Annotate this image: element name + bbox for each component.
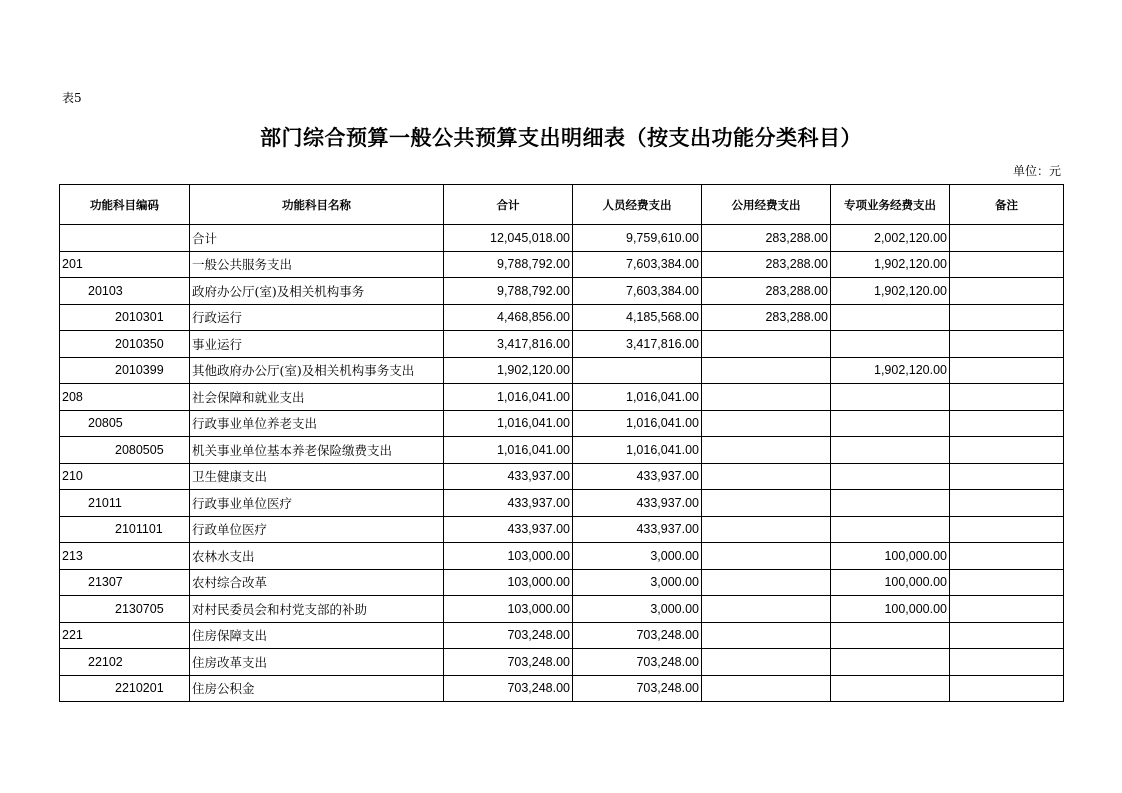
table-row <box>60 331 1064 358</box>
cell-code: 201 <box>60 251 190 278</box>
table-row <box>60 278 1064 305</box>
cell-special: 1,902,120.00 <box>831 251 950 278</box>
cell-total: 9,788,792.00 <box>444 251 573 278</box>
header-special: 专项业务经费支出 <box>831 185 950 225</box>
cell-name: 机关事业单位基本养老保险缴费支出 <box>190 437 444 464</box>
cell-name: 农村综合改革 <box>190 569 444 596</box>
cell-name: 行政事业单位养老支出 <box>190 410 444 437</box>
cell-remark <box>950 649 1064 676</box>
cell-public: 283,288.00 <box>702 304 831 331</box>
cell-total: 703,248.00 <box>444 675 573 702</box>
header-total: 合计 <box>444 185 573 225</box>
cell-remark <box>950 225 1064 252</box>
cell-public <box>702 569 831 596</box>
cell-personnel: 433,937.00 <box>573 463 702 490</box>
cell-personnel: 703,248.00 <box>573 675 702 702</box>
cell-personnel <box>573 357 702 384</box>
table-row <box>60 410 1064 437</box>
cell-total: 703,248.00 <box>444 622 573 649</box>
cell-special <box>831 649 950 676</box>
cell-total: 433,937.00 <box>444 463 573 490</box>
cell-special <box>831 384 950 411</box>
cell-name: 卫生健康支出 <box>190 463 444 490</box>
cell-remark <box>950 357 1064 384</box>
cell-name: 住房公积金 <box>190 675 444 702</box>
cell-public <box>702 384 831 411</box>
cell-total: 9,788,792.00 <box>444 278 573 305</box>
cell-name: 住房保障支出 <box>190 622 444 649</box>
cell-special <box>831 516 950 543</box>
cell-name: 农林水支出 <box>190 543 444 570</box>
table-row <box>60 304 1064 331</box>
cell-total: 1,016,041.00 <box>444 410 573 437</box>
cell-special <box>831 675 950 702</box>
header-name: 功能科目名称 <box>190 185 444 225</box>
cell-public <box>702 331 831 358</box>
cell-code: 213 <box>60 543 190 570</box>
cell-code: 21011 <box>60 490 190 517</box>
header-code: 功能科目编码 <box>60 185 190 225</box>
cell-code: 2010399 <box>60 357 190 384</box>
cell-total: 103,000.00 <box>444 569 573 596</box>
cell-remark <box>950 463 1064 490</box>
cell-remark <box>950 251 1064 278</box>
cell-code: 2101101 <box>60 516 190 543</box>
table-body <box>60 225 1064 702</box>
cell-special: 2,002,120.00 <box>831 225 950 252</box>
cell-total: 433,937.00 <box>444 516 573 543</box>
cell-public <box>702 675 831 702</box>
table-row <box>60 357 1064 384</box>
expenditure-detail-table <box>59 184 1064 702</box>
cell-public <box>702 490 831 517</box>
cell-name: 政府办公厅(室)及相关机构事务 <box>190 278 444 305</box>
cell-remark <box>950 410 1064 437</box>
cell-total: 703,248.00 <box>444 649 573 676</box>
cell-special <box>831 437 950 464</box>
cell-name: 合计 <box>190 225 444 252</box>
cell-personnel: 7,603,384.00 <box>573 278 702 305</box>
cell-remark <box>950 596 1064 623</box>
cell-special: 100,000.00 <box>831 543 950 570</box>
table-header-row <box>60 185 1064 225</box>
cell-code: 21307 <box>60 569 190 596</box>
cell-remark <box>950 516 1064 543</box>
cell-personnel: 9,759,610.00 <box>573 225 702 252</box>
cell-code: 20805 <box>60 410 190 437</box>
table-row <box>60 543 1064 570</box>
cell-personnel: 1,016,041.00 <box>573 384 702 411</box>
cell-personnel: 433,937.00 <box>573 490 702 517</box>
table-row <box>60 596 1064 623</box>
document-title: 部门综合预算一般公共预算支出明细表（按支出功能分类科目） <box>260 125 862 150</box>
cell-remark <box>950 278 1064 305</box>
cell-personnel: 703,248.00 <box>573 649 702 676</box>
cell-public <box>702 410 831 437</box>
cell-name: 行政运行 <box>190 304 444 331</box>
cell-code: 22102 <box>60 649 190 676</box>
table-row <box>60 437 1064 464</box>
cell-name: 社会保障和就业支出 <box>190 384 444 411</box>
cell-public <box>702 622 831 649</box>
cell-remark <box>950 331 1064 358</box>
cell-public <box>702 649 831 676</box>
cell-remark <box>950 622 1064 649</box>
cell-total: 12,045,018.00 <box>444 225 573 252</box>
cell-name: 住房改革支出 <box>190 649 444 676</box>
cell-special <box>831 331 950 358</box>
cell-code: 2080505 <box>60 437 190 464</box>
table-number-label: 表5 <box>62 91 82 105</box>
cell-public <box>702 596 831 623</box>
cell-name: 一般公共服务支出 <box>190 251 444 278</box>
cell-remark <box>950 490 1064 517</box>
cell-total: 4,468,856.00 <box>444 304 573 331</box>
cell-total: 1,016,041.00 <box>444 384 573 411</box>
cell-special <box>831 410 950 437</box>
header-personnel: 人员经费支出 <box>573 185 702 225</box>
cell-code: 2010350 <box>60 331 190 358</box>
cell-public <box>702 463 831 490</box>
table-row <box>60 569 1064 596</box>
cell-name: 对村民委员会和村党支部的补助 <box>190 596 444 623</box>
cell-personnel: 3,417,816.00 <box>573 331 702 358</box>
table-row <box>60 251 1064 278</box>
cell-name: 事业运行 <box>190 331 444 358</box>
cell-code: 2210201 <box>60 675 190 702</box>
cell-code: 221 <box>60 622 190 649</box>
cell-personnel: 3,000.00 <box>573 543 702 570</box>
cell-total: 103,000.00 <box>444 596 573 623</box>
cell-remark <box>950 304 1064 331</box>
cell-total: 1,902,120.00 <box>444 357 573 384</box>
cell-name: 行政单位医疗 <box>190 516 444 543</box>
cell-remark <box>950 543 1064 570</box>
cell-code: 2010301 <box>60 304 190 331</box>
cell-code: 208 <box>60 384 190 411</box>
cell-code <box>60 225 190 252</box>
cell-name: 其他政府办公厅(室)及相关机构事务支出 <box>190 357 444 384</box>
cell-public <box>702 437 831 464</box>
cell-special <box>831 490 950 517</box>
cell-personnel: 703,248.00 <box>573 622 702 649</box>
cell-remark <box>950 384 1064 411</box>
cell-personnel: 1,016,041.00 <box>573 437 702 464</box>
cell-total: 3,417,816.00 <box>444 331 573 358</box>
cell-code: 20103 <box>60 278 190 305</box>
cell-special: 100,000.00 <box>831 569 950 596</box>
table-row <box>60 516 1064 543</box>
cell-special: 1,902,120.00 <box>831 278 950 305</box>
table-row <box>60 649 1064 676</box>
cell-special: 100,000.00 <box>831 596 950 623</box>
unit-label: 单位：元 <box>1012 164 1061 178</box>
cell-total: 1,016,041.00 <box>444 437 573 464</box>
cell-code: 210 <box>60 463 190 490</box>
cell-total: 433,937.00 <box>444 490 573 517</box>
cell-public <box>702 357 831 384</box>
cell-special: 1,902,120.00 <box>831 357 950 384</box>
cell-remark <box>950 569 1064 596</box>
table-row <box>60 384 1064 411</box>
cell-special <box>831 304 950 331</box>
cell-total: 103,000.00 <box>444 543 573 570</box>
cell-personnel: 4,185,568.00 <box>573 304 702 331</box>
cell-personnel: 433,937.00 <box>573 516 702 543</box>
table-row <box>60 490 1064 517</box>
table-row <box>60 463 1064 490</box>
cell-personnel: 3,000.00 <box>573 596 702 623</box>
table-row <box>60 675 1064 702</box>
cell-special <box>831 463 950 490</box>
cell-remark <box>950 675 1064 702</box>
cell-public: 283,288.00 <box>702 251 831 278</box>
cell-public: 283,288.00 <box>702 278 831 305</box>
cell-remark <box>950 437 1064 464</box>
cell-public <box>702 516 831 543</box>
cell-personnel: 3,000.00 <box>573 569 702 596</box>
cell-public <box>702 543 831 570</box>
cell-name: 行政事业单位医疗 <box>190 490 444 517</box>
cell-code: 2130705 <box>60 596 190 623</box>
header-public: 公用经费支出 <box>702 185 831 225</box>
table-row <box>60 622 1064 649</box>
table-row <box>60 225 1064 252</box>
cell-personnel: 7,603,384.00 <box>573 251 702 278</box>
cell-personnel: 1,016,041.00 <box>573 410 702 437</box>
header-remark: 备注 <box>950 185 1064 225</box>
cell-public: 283,288.00 <box>702 225 831 252</box>
cell-special <box>831 622 950 649</box>
